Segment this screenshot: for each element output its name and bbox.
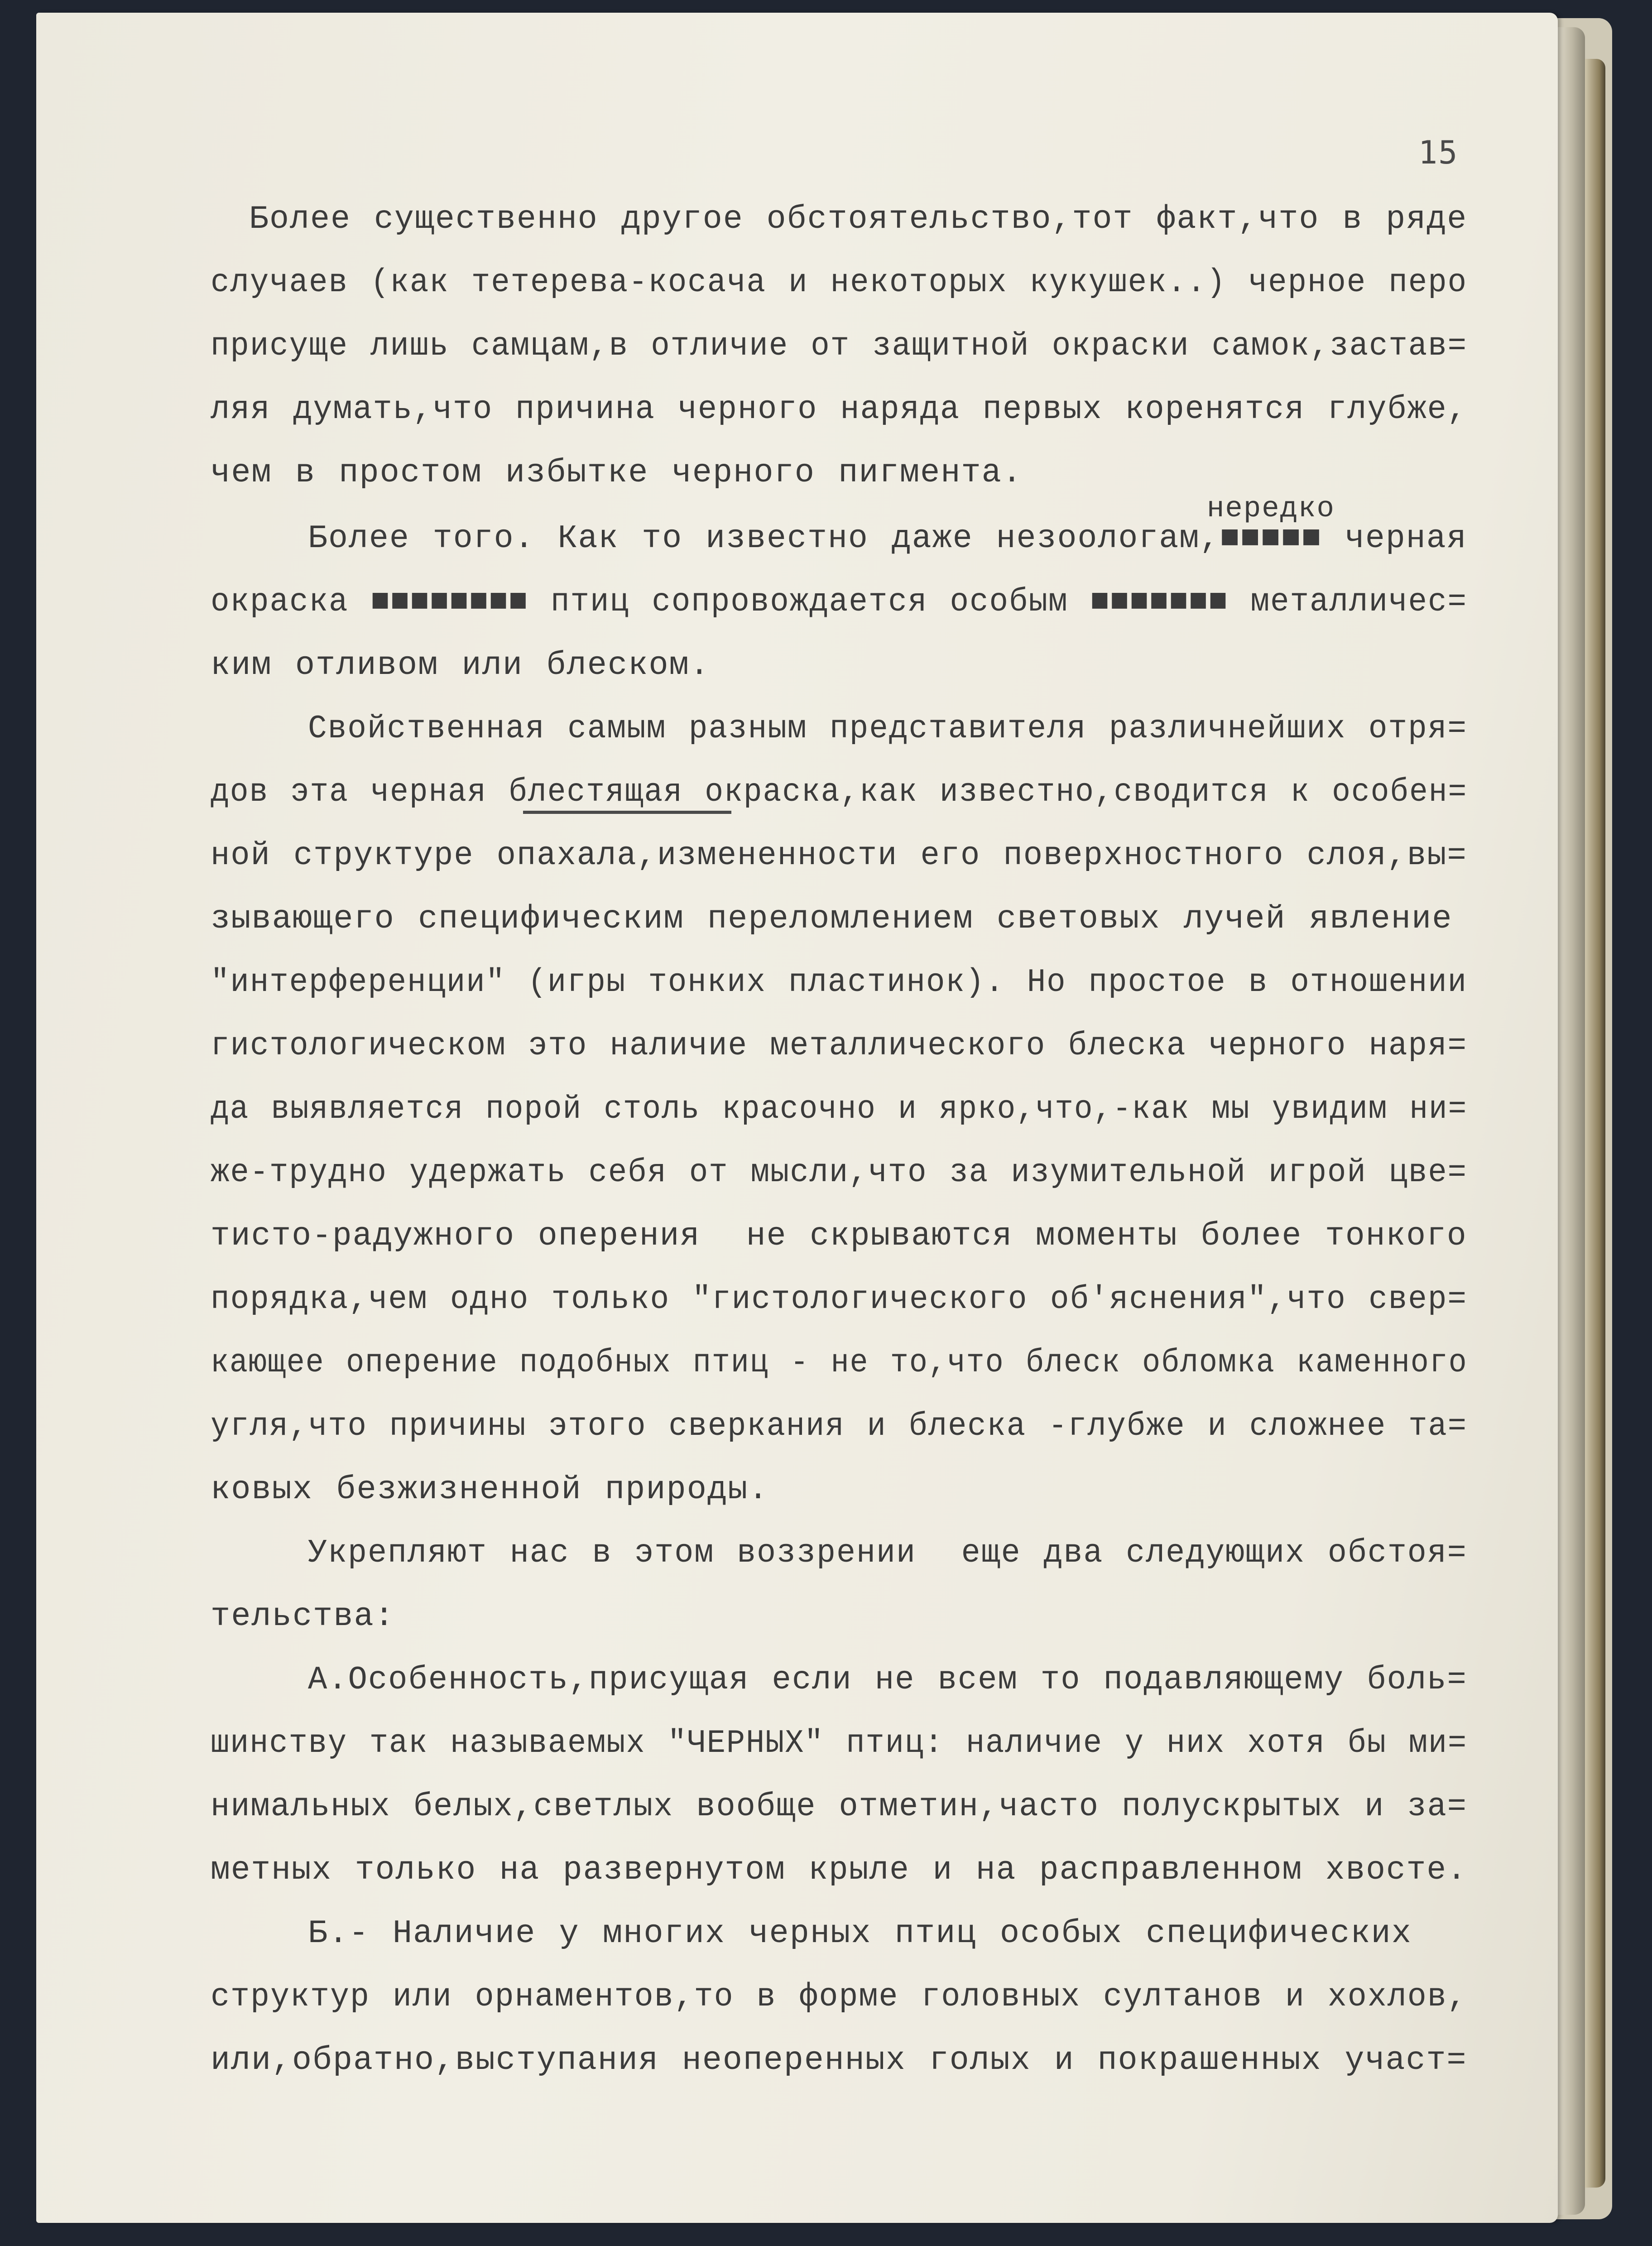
text-line: присуще лишь самцам,в отличие от защитной окраски самок,застав= (211, 327, 1468, 365)
text-line: Более существенно другое обстоятельство,тот факт,что в ряде (249, 201, 1468, 238)
text-line: ляя думать,что причина черного наряда первых коренятся глубже, (211, 391, 1467, 428)
text-line: зывающего специфическим переломлением световых лучей явление (211, 900, 1453, 938)
text-line: Свойственная самым разным представителя различнейших отря= (308, 710, 1467, 747)
text-line: случаев (как тетерева-косача и некоторых кукушек..) черное перо (211, 264, 1468, 301)
text-line: кающее оперение подобных птиц - не то,что блеск обломка каменного (211, 1344, 1468, 1381)
text-line: нимальных белых,светлых вообще отметин,часто полускрытых и за= (211, 1788, 1467, 1825)
text-line: Более того. Как то известно даже незоологам,■■■■■ черная (308, 520, 1467, 557)
text-line: порядка,чем одно только "гистологического об'яснения",что свер= (211, 1281, 1468, 1318)
typewritten-page (36, 13, 1558, 2223)
text-line: тельства: (211, 1598, 395, 1635)
page-edge-back (1585, 59, 1605, 2188)
text-line: ной структуре опахала,измененности его поверхностного слоя,вы= (211, 837, 1467, 874)
text-line: чем в простом избытке черного пигмента. (211, 454, 1023, 491)
text-line: ковых безжизненной природы. (211, 1471, 769, 1508)
text-line: Укрепляют нас в этом воззрении еще два следующих обстоя= (308, 1534, 1467, 1572)
text-line: "интерференции" (игры тонких пластинок). Но простое в отношении (211, 964, 1468, 1001)
text-line: гистологическом это наличие металлического блеска черного наря= (211, 1027, 1468, 1064)
text-line: тисто-радужного оперения не скрываются моменты более тонкого (211, 1217, 1467, 1255)
text-line: ким отливом или блеском. (211, 647, 710, 684)
text-line: да выявляется порой столь красочно и ярко,что,-как мы увидим ни= (211, 1091, 1468, 1128)
text-line: угля,что причины этого сверкания и блеска -глубже и сложнее та= (211, 1408, 1467, 1445)
page-number: 15 (1418, 134, 1459, 171)
text-line: метных только на развернутом крыле и на расправленном хвосте. (211, 1852, 1467, 1889)
handwritten-underline (523, 811, 731, 814)
text-line: же-трудно удержать себя от мысли,что за изумительной игрой цве= (211, 1154, 1467, 1191)
text-line: Б.- Наличие у многих черных птиц особых специфических (308, 1915, 1412, 1952)
text-line: шинству так называемых "ЧЕРНЫХ" птиц: наличие у них хотя бы ми= (211, 1725, 1468, 1762)
text-line: дов эта черная блестящая окраска,как известно,сводится к особен= (211, 774, 1468, 811)
page-edge (1553, 27, 1585, 2215)
text-line: или,обратно,выступания неоперенных голых и покрашенных участ= (211, 2042, 1467, 2079)
text-line: окраска ■■■■■■■■ птиц сопровождается особым ■■■■■■■ металличес= (211, 583, 1468, 620)
handwritten-insertion: нередко (1207, 493, 1335, 525)
text-line: структур или орнаментов,то в форме головных султанов и хохлов, (211, 1978, 1467, 2015)
text-line: А.Особенность,присущая если не всем то подавляющему боль= (308, 1661, 1467, 1698)
